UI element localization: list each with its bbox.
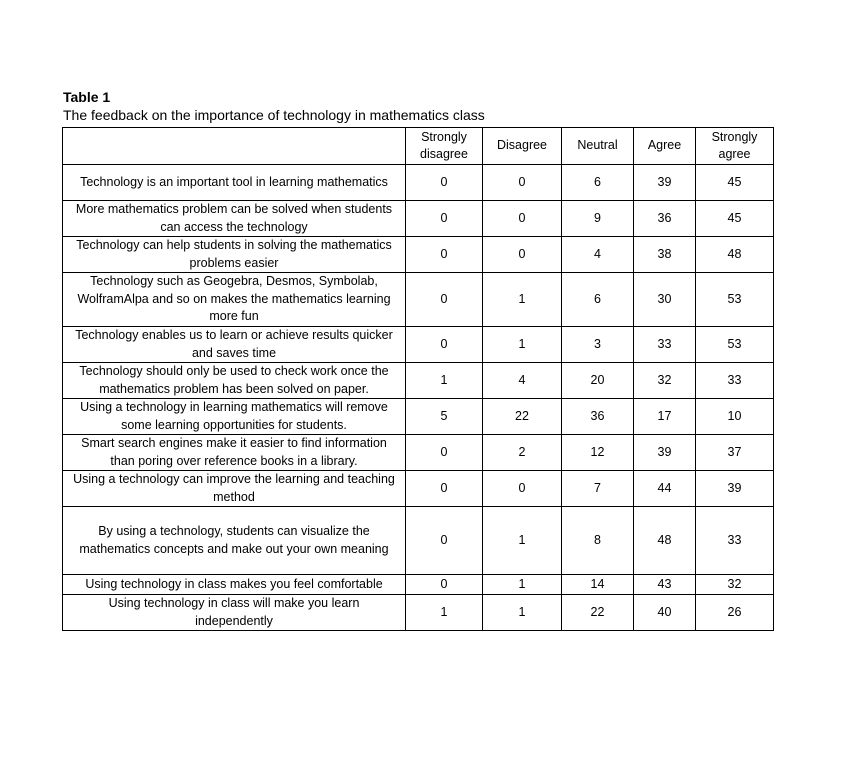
header-statement: [63, 128, 406, 165]
row-statement: Using technology in class will make you learn independently: [63, 595, 406, 631]
cell-strongly-disagree: 5: [406, 399, 483, 435]
row-statement: Technology such as Geogebra, Desmos, Symbolab, WolframAlpa and so on makes the mathematics learning more fun: [63, 273, 406, 327]
cell-strongly-disagree: 0: [406, 273, 483, 327]
row-statement: Technology can help students in solving the mathematics problems easier: [63, 237, 406, 273]
cell-strongly-disagree: 0: [406, 165, 483, 201]
cell-neutral: 6: [562, 165, 634, 201]
cell-agree: 38: [634, 237, 696, 273]
cell-neutral: 14: [562, 575, 634, 595]
cell-disagree: 4: [483, 363, 562, 399]
cell-strongly-disagree: 0: [406, 201, 483, 237]
row-statement: Using a technology in learning mathematics will remove some learning opportunities for students.: [63, 399, 406, 435]
cell-strongly-disagree: 0: [406, 575, 483, 595]
cell-disagree: 1: [483, 575, 562, 595]
row-statement: Using a technology can improve the learning and teaching method: [63, 471, 406, 507]
cell-neutral: 9: [562, 201, 634, 237]
row-statement: Technology should only be used to check work once the mathematics problem has been solved on paper.: [63, 363, 406, 399]
table-title: The feedback on the importance of technology in mathematics class: [63, 107, 485, 123]
cell-strongly-agree: 45: [696, 165, 774, 201]
cell-neutral: 4: [562, 237, 634, 273]
table-row: [63, 273, 774, 327]
table-label: Table 1: [63, 89, 111, 105]
cell-disagree: 1: [483, 327, 562, 363]
cell-neutral: 36: [562, 399, 634, 435]
cell-agree: 39: [634, 165, 696, 201]
cell-neutral: 12: [562, 435, 634, 471]
cell-agree: 43: [634, 575, 696, 595]
cell-neutral: 7: [562, 471, 634, 507]
table-row: [63, 363, 774, 399]
cell-disagree: 1: [483, 507, 562, 575]
cell-neutral: 22: [562, 595, 634, 631]
row-statement: By using a technology, students can visualize the mathematics concepts and make out your own meaning: [63, 507, 406, 575]
cell-strongly-disagree: 0: [406, 237, 483, 273]
cell-strongly-agree: 53: [696, 327, 774, 363]
cell-agree: 17: [634, 399, 696, 435]
cell-disagree: 0: [483, 201, 562, 237]
cell-strongly-disagree: 0: [406, 435, 483, 471]
cell-neutral: 6: [562, 273, 634, 327]
table-row: [63, 507, 774, 575]
cell-strongly-agree: 26: [696, 595, 774, 631]
cell-strongly-disagree: 1: [406, 595, 483, 631]
table-row: [63, 165, 774, 201]
header-strongly-agree: Strongly agree: [696, 128, 774, 165]
cell-agree: 36: [634, 201, 696, 237]
cell-agree: 32: [634, 363, 696, 399]
cell-neutral: 20: [562, 363, 634, 399]
header-neutral: Neutral: [562, 128, 634, 165]
header-strongly-disagree: Strongly disagree: [406, 128, 483, 165]
cell-strongly-agree: 39: [696, 471, 774, 507]
cell-disagree: 0: [483, 237, 562, 273]
row-statement: Using technology in class makes you feel comfortable: [63, 575, 406, 595]
cell-strongly-agree: 10: [696, 399, 774, 435]
feedback-table: [62, 127, 774, 631]
table-row: [63, 237, 774, 273]
row-statement: Technology enables us to learn or achieve results quicker and saves time: [63, 327, 406, 363]
cell-neutral: 8: [562, 507, 634, 575]
cell-disagree: 0: [483, 165, 562, 201]
cell-agree: 33: [634, 327, 696, 363]
row-statement: Technology is an important tool in learning mathematics: [63, 165, 406, 201]
cell-disagree: 0: [483, 471, 562, 507]
cell-strongly-disagree: 0: [406, 507, 483, 575]
table-row: [63, 575, 774, 595]
cell-agree: 44: [634, 471, 696, 507]
table-row: [63, 595, 774, 631]
header-disagree: Disagree: [483, 128, 562, 165]
table-row: [63, 399, 774, 435]
table-row: [63, 201, 774, 237]
cell-strongly-agree: 53: [696, 273, 774, 327]
cell-agree: 30: [634, 273, 696, 327]
cell-agree: 40: [634, 595, 696, 631]
cell-disagree: 1: [483, 595, 562, 631]
cell-agree: 39: [634, 435, 696, 471]
cell-disagree: 2: [483, 435, 562, 471]
row-statement: Smart search engines make it easier to find information than poring over reference books in a library.: [63, 435, 406, 471]
header-agree: Agree: [634, 128, 696, 165]
cell-disagree: 1: [483, 273, 562, 327]
cell-strongly-agree: 48: [696, 237, 774, 273]
cell-strongly-disagree: 0: [406, 327, 483, 363]
cell-strongly-disagree: 1: [406, 363, 483, 399]
cell-strongly-agree: 37: [696, 435, 774, 471]
cell-strongly-disagree: 0: [406, 471, 483, 507]
cell-strongly-agree: 45: [696, 201, 774, 237]
cell-neutral: 3: [562, 327, 634, 363]
table-row: [63, 435, 774, 471]
cell-agree: 48: [634, 507, 696, 575]
table-row: [63, 327, 774, 363]
cell-strongly-agree: 33: [696, 363, 774, 399]
cell-strongly-agree: 33: [696, 507, 774, 575]
row-statement: More mathematics problem can be solved when students can access the technology: [63, 201, 406, 237]
table-row: [63, 471, 774, 507]
header-row: [63, 128, 774, 165]
table-caption: [63, 88, 783, 124]
cell-disagree: 22: [483, 399, 562, 435]
cell-strongly-agree: 32: [696, 575, 774, 595]
